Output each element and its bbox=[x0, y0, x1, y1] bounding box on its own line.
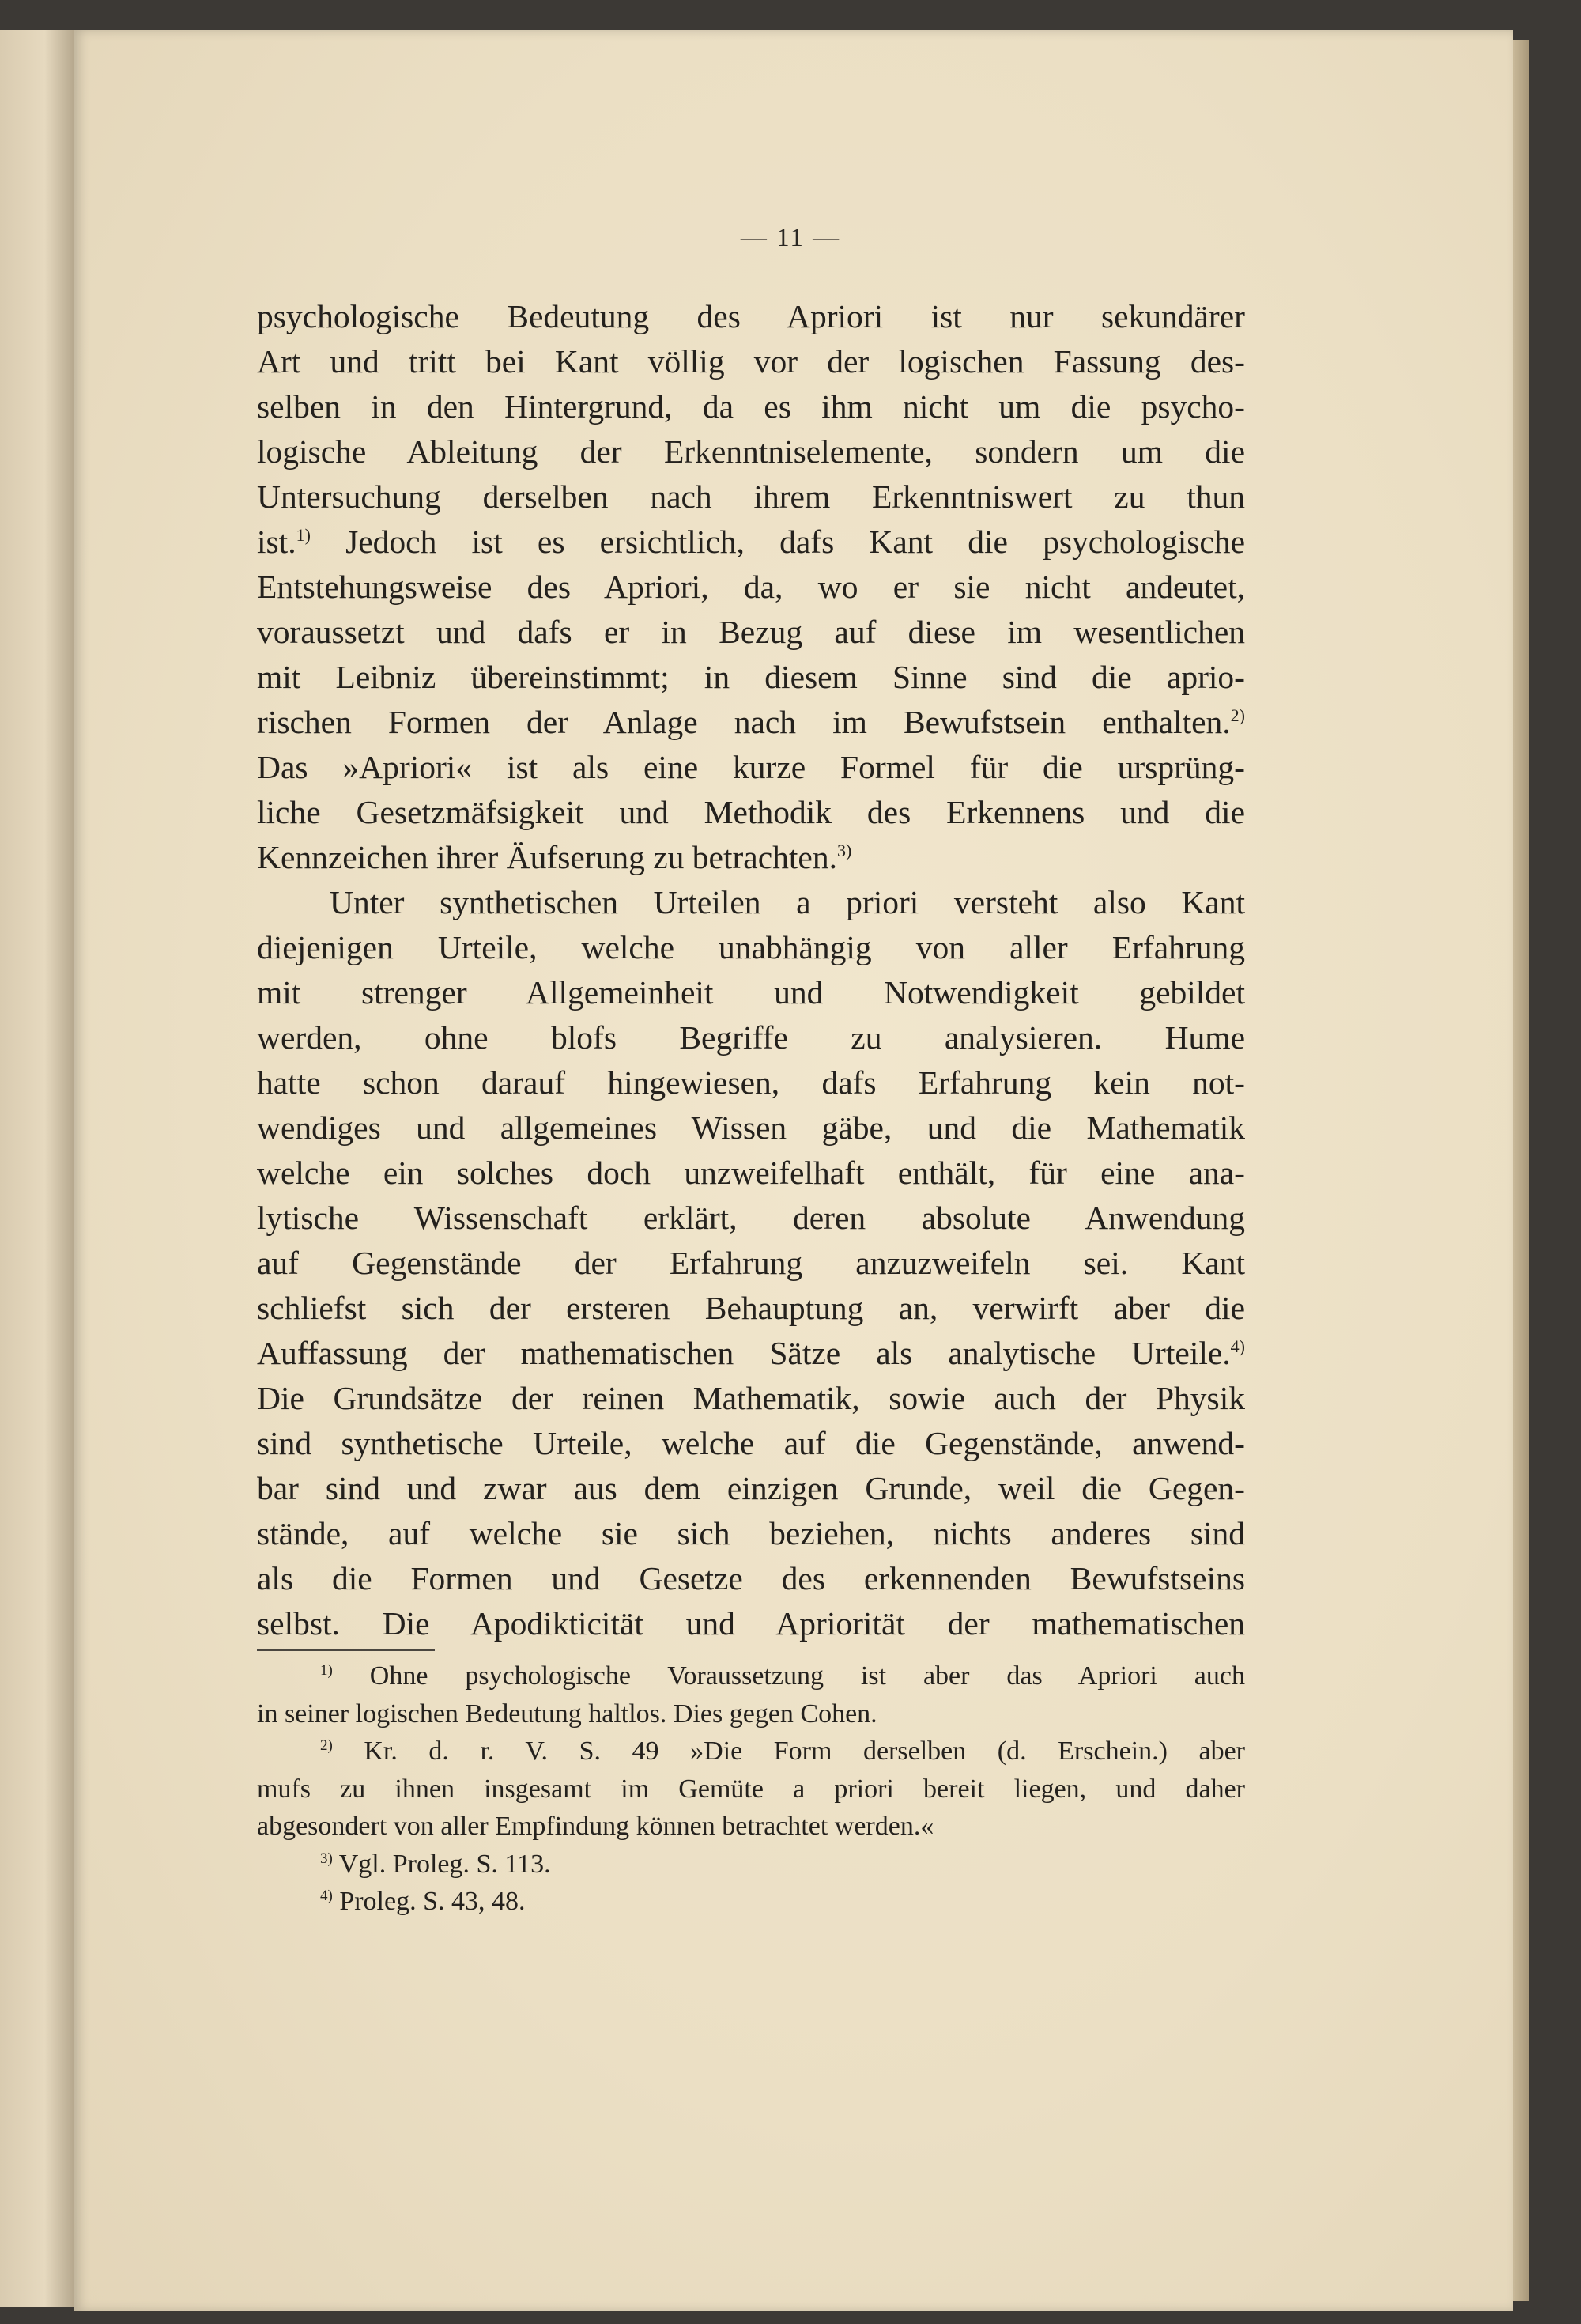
footnote-marker: 2) bbox=[1230, 705, 1245, 725]
text-line: als die Formen und Gesetze des erkennenden Bewufstseins bbox=[257, 1560, 1245, 1597]
text-line: rischen Formen der Anlage nach im Bewufstsein enthalten.$^{2)}$ bbox=[257, 704, 1245, 740]
text-line: bar sind und zwar aus dem einzigen Grunde, weil die Gegen- bbox=[257, 1470, 1245, 1506]
text-line: schliefst sich der ersteren Behauptung an, verwirft aber die bbox=[257, 1290, 1245, 1326]
page-stack-edge bbox=[1513, 40, 1529, 2301]
footnote-line: $^{4)}$ Proleg. S. 43, 48. bbox=[320, 1887, 526, 1916]
text-line: werden, ohne blofs Begriffe zu analysieren. Hume bbox=[257, 1019, 1245, 1056]
footnote-line: abgesondert von aller Empfindung können betrachtet werden.« bbox=[257, 1812, 934, 1841]
text-line: welche ein solches doch unzweifelhaft enthält, für eine ana- bbox=[257, 1154, 1245, 1191]
text-line: logische Ableitung der Erkenntniselemente, sondern um die bbox=[257, 433, 1245, 470]
text-line: Das »Apriori« ist als eine kurze Formel für die ursprüng- bbox=[257, 749, 1245, 785]
text-line: sind synthetische Urteile, welche auf die Gegenstände, anwend- bbox=[257, 1425, 1245, 1461]
text-line: mit Leibniz übereinstimmt; in diesem Sinne sind die aprio- bbox=[257, 659, 1245, 695]
footnote-marker: 3) bbox=[836, 841, 852, 860]
footnote-number: 2) bbox=[320, 1737, 333, 1754]
text-line: auf Gegenstände der Erfahrung anzuzweifeln sei. Kant bbox=[257, 1245, 1245, 1281]
body-text bbox=[257, 294, 1245, 1646]
footnote-line: in seiner logischen Bedeutung haltlos. Dies gegen Cohen. bbox=[257, 1699, 877, 1729]
footnote-line: $^{3)}$ Vgl. Proleg. S. 113. bbox=[320, 1849, 551, 1879]
text-line: Kennzeichen ihrer Äufserung zu betrachten.$^{3)}$ bbox=[257, 839, 852, 875]
text-line: wendiges und allgemeines Wissen gäbe, und die Mathematik bbox=[257, 1109, 1245, 1146]
text-line: liche Gesetzmäfsigkeit und Methodik des Erkennens und die bbox=[257, 794, 1245, 830]
footnote-separator bbox=[257, 1649, 435, 1651]
text-line: selben in den Hintergrund, da es ihm nicht um die psycho- bbox=[257, 388, 1245, 425]
text-line: Art und tritt bei Kant völlig vor der logischen Fassung des- bbox=[257, 343, 1245, 380]
text-line: ist.$^{1)}$ Jedoch ist es ersichtlich, dafs Kant die psychologische bbox=[257, 523, 1245, 560]
footnote-line: mufs zu ihnen insgesamt im Gemüte a priori bereit liegen, und daher bbox=[257, 1774, 1245, 1804]
footnote-marker: 1) bbox=[296, 525, 311, 545]
facing-page-edge bbox=[0, 30, 74, 2307]
text-line: voraussetzt und dafs er in Bezug auf diese im wesentlichen bbox=[257, 614, 1245, 650]
text-line: Die Grundsätze der reinen Mathematik, sowie auch der Physik bbox=[257, 1380, 1245, 1416]
page-number: — 11 — bbox=[740, 224, 841, 252]
text-line: psychologische Bedeutung des Apriori ist nur sekundärer bbox=[257, 298, 1245, 334]
text-line: Entstehungsweise des Apriori, da, wo er sie nicht andeutet, bbox=[257, 569, 1245, 605]
footnote-line: $^{2)}$ Kr. d. r. V. S. 49 »Die Form derselben (d. Erschein.) aber bbox=[320, 1736, 1245, 1766]
text-line: Auffassung der mathematischen Sätze als analytische Urteile.$^{4)}$ bbox=[257, 1335, 1245, 1371]
text-line: hatte schon darauf hingewiesen, dafs Erfahrung kein not- bbox=[257, 1064, 1245, 1101]
footnotes bbox=[257, 1657, 1245, 1921]
text-line: selbst. Die Apodikticität und Apriorität der mathematischen bbox=[257, 1605, 1245, 1642]
text-line: Unter synthetischen Urteilen a priori versteht also Kant bbox=[330, 884, 1245, 920]
footnote-number: 4) bbox=[320, 1888, 333, 1904]
footnote-number: 3) bbox=[320, 1850, 333, 1867]
text-line: diejenigen Urteile, welche unabhängig von aller Erfahrung bbox=[257, 929, 1245, 965]
text-line: lytische Wissenschaft erklärt, deren absolute Anwendung bbox=[257, 1200, 1245, 1236]
footnote-line: $^{1)}$ Ohne psychologische Voraussetzung ist aber das Apriori auch bbox=[320, 1661, 1245, 1691]
footnote-number: 1) bbox=[320, 1662, 333, 1679]
footnote-marker: 4) bbox=[1230, 1336, 1245, 1356]
text-line: Untersuchung derselben nach ihrem Erkenntniswert zu thun bbox=[257, 478, 1245, 515]
text-line: stände, auf welche sie sich beziehen, nichts anderes sind bbox=[257, 1515, 1245, 1551]
text-line: mit strenger Allgemeinheit und Notwendigkeit gebildet bbox=[257, 974, 1245, 1011]
